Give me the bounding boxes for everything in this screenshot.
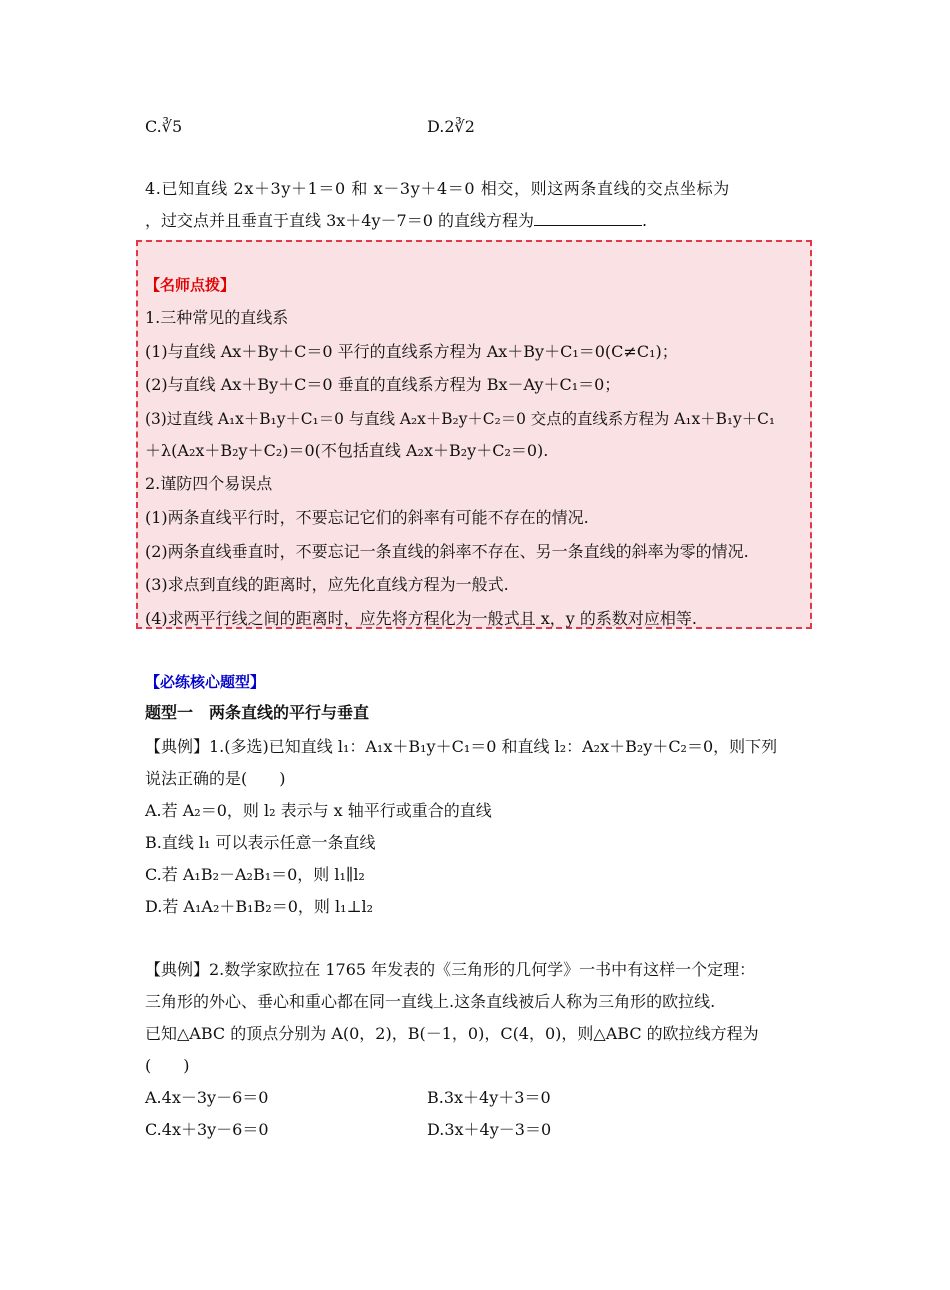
tips-line: (2)与直线 Ax＋By＋C＝0 垂直的直线系方程为 Bx－Ay＋C₁＝0； [145, 375, 621, 394]
tips-line: (2)两条直线垂直时，不要忘记一条直线的斜率不存在、另一条直线的斜率为零的情况. [145, 542, 749, 561]
tips-box [136, 240, 812, 629]
example-1-option-c: C.若 A₁B₂－A₂B₁＝0，则 l₁∥l₂ [145, 865, 365, 884]
example-2-line-1: 【典例】2.数学家欧拉在 1765 年发表的《三角形的几何学》一书中有这样一个定理： [145, 960, 756, 979]
question-4-period: . [641, 211, 648, 230]
tips-line: (1)两条直线平行时，不要忘记它们的斜率有可能不存在的情况. [145, 508, 589, 527]
section-heading: 题型一 两条直线的平行与垂直 [145, 703, 370, 722]
example-2-line-4: ( ) [145, 1056, 190, 1075]
example-1-line-2: 说法正确的是( ) [145, 769, 286, 788]
question-4-text: ，过交点并且垂直于直线 3x＋4y－7＝0 的直线方程为 [145, 211, 534, 230]
example-2-option-d: D.3x＋4y－3＝0 [427, 1120, 552, 1139]
tips-line: (1)与直线 Ax＋By＋C＝0 平行的直线系方程为 Ax＋By＋C₁＝0(C≠C₁)； [145, 342, 678, 361]
tips-line: ＋λ(A₂x＋B₂y＋C₂)＝0(不包括直线 A₂x＋B₂y＋C₂＝0). [145, 441, 549, 460]
tips-line: 1.三种常见的直线系 [145, 308, 289, 327]
tips-line: (4)求两平行线之间的距离时，应先将方程化为一般式且 x，y 的系数对应相等. [145, 609, 697, 628]
example-1-line-1: 【典例】1.(多选)已知直线 l₁：A₁x＋B₁y＋C₁＝0 和直线 l₂：A₂x＋B₂y＋C₂＝0，则下列 [145, 737, 778, 756]
option-d: D.2∛2 [427, 117, 475, 136]
tips-line: (3)过直线 A₁x＋B₁y＋C₁＝0 与直线 A₂x＋B₂y＋C₂＝0 交点的直线系方程为 A₁x＋B₁y＋C₁ [145, 410, 776, 428]
example-2-line-2: 三角形的外心、垂心和重心都在同一直线上.这条直线被后人称为三角形的欧拉线. [145, 992, 716, 1011]
option-c: C.∛5 [145, 117, 183, 136]
example-2-option-a: A.4x－3y－6＝0 [145, 1088, 269, 1107]
question-4-line-2 [145, 210, 647, 232]
example-2-option-b: B.3x＋4y＋3＝0 [427, 1088, 551, 1107]
example-1-option-d: D.若 A₁A₂＋B₁B₂＝0，则 l₁⊥l₂ [145, 897, 374, 916]
example-2-line-3: 已知△ABC 的顶点分别为 A(0，2)，B(－1，0)，C(4，0)，则△ABC 的欧拉线方程为 [145, 1024, 759, 1043]
answer-blank [534, 211, 642, 226]
question-4-line-1: 4.已知直线 2x＋3y＋1＝0 和 x－3y＋4＝0 相交，则这两条直线的交点坐标为 [145, 179, 730, 198]
example-1-option-a: A.若 A₂＝0，则 l₂ 表示与 x 轴平行或重合的直线 [145, 801, 492, 820]
tips-line: 2.谨防四个易误点 [145, 474, 273, 493]
tips-title: 【名师点拨】 [145, 276, 236, 294]
core-title: 【必练核心题型】 [145, 673, 266, 691]
example-2-option-c: C.4x＋3y－6＝0 [145, 1120, 269, 1139]
example-1-option-b: B.直线 l₁ 可以表示任意一条直线 [145, 833, 376, 852]
tips-line: (3)求点到直线的距离时，应先化直线方程为一般式. [145, 575, 509, 594]
